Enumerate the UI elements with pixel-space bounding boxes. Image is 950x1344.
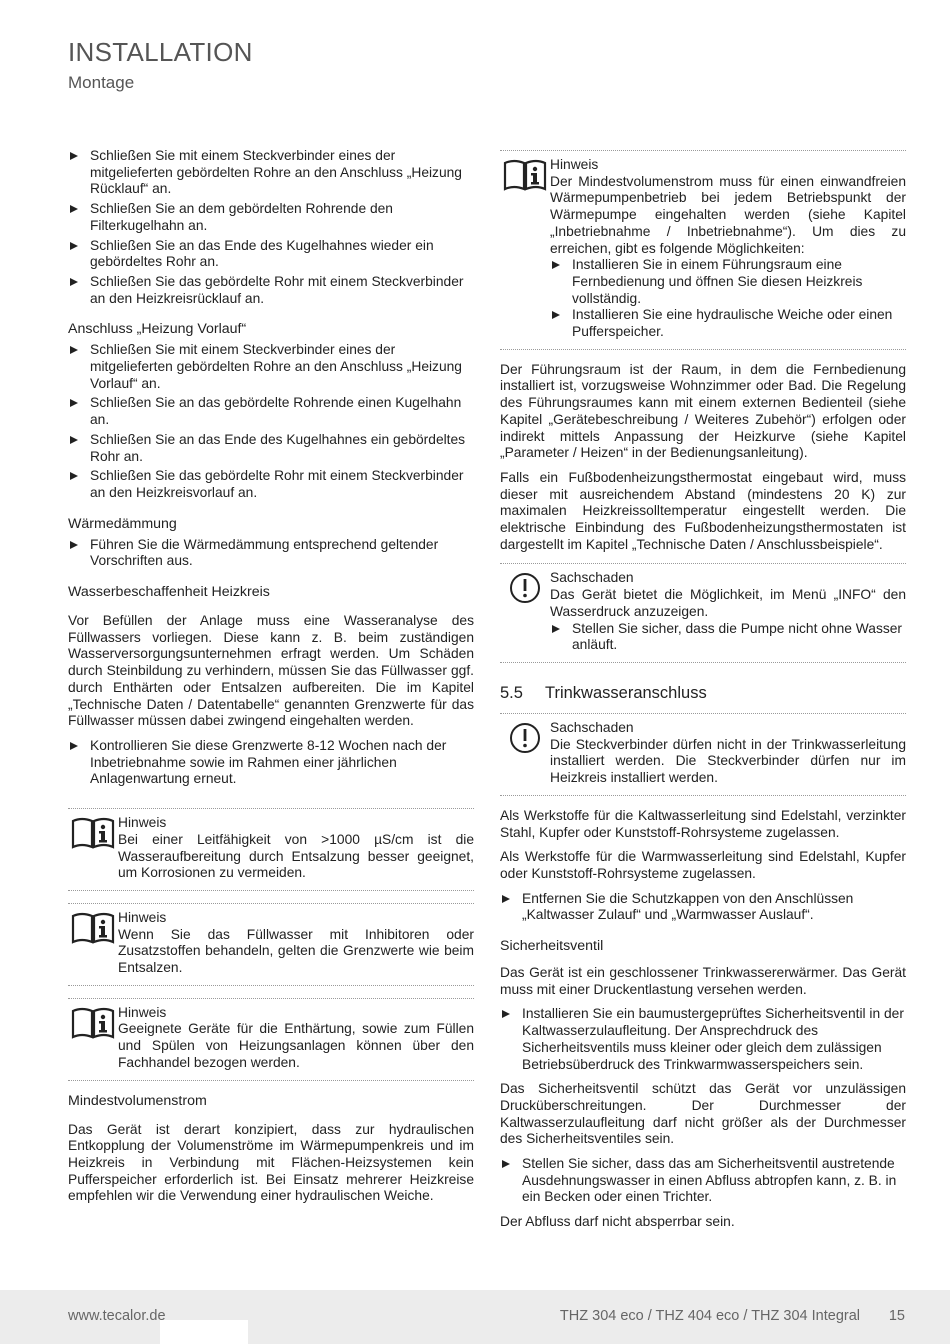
paragraph-warmwasser: Als Werkstoffe für die Warmwasserleitung sind Edelstahl, Kupfer oder Kunststoff-Rohrsysteme zugelassen.	[500, 849, 906, 881]
list-item: Schließen Sie an das Ende des Kugelhahnes wieder ein gebördeltes Rohr an.	[68, 238, 474, 271]
bullet-list-abfluss	[500, 1156, 906, 1206]
bullet-arrow-icon	[552, 625, 560, 633]
paragraph-kaltwasser: Als Werkstoffe für die Kaltwasserleitung sind Edelstahl, verzinkter Stahl, Kupfer oder Kunststoff-Rohrsysteme zugelassen.	[500, 807, 906, 840]
note-text: Wenn Sie das Füllwasser mit Inhibitoren oder Zusatzstoffen behandeln, gelten die Grenzwerte wie beim Entsalzen.	[118, 926, 474, 976]
page-subtitle: Montage	[68, 73, 135, 92]
paragraph-fuehrungsraum: Der Führungsraum ist der Raum, in dem die Fernbedienung installiert ist, vorzugsweise Wohnzimmer oder Bad. Die Regelung des Führungsraumes kann mit einem externen Bedienteil (siehe Kapitel „Gerätebeschreibung / Weiteres Zubehör“) erfolgen oder indirekt mittels Anpassung der Heizkurve (siehe Kapitel „Parameter / Heizen“ in der Bedienungsanleitung).	[500, 361, 906, 461]
bullet-arrow-icon	[70, 472, 78, 480]
section-number: 5.5	[500, 683, 523, 702]
note-text: Bei einer Leitfähigkeit von >1000 µS/cm ist die Wasseraufbereitung durch Entsalzung besser geeignet, um Korrosionen zu vermeiden.	[118, 831, 474, 881]
bullet-arrow-icon	[502, 1160, 510, 1168]
bullet-arrow-icon	[552, 311, 560, 319]
bullet-arrow-icon	[70, 278, 78, 286]
list-item: Führen Sie die Wärmedämmung entsprechend geltender Vorschriften aus.	[68, 537, 474, 570]
list-item: Schließen Sie mit einem Steckverbinder eines der mitgelieferten gebördelten Rohre an den Anschluss „Heizung Rücklauf“ an.	[68, 148, 474, 198]
page-footer	[0, 1290, 950, 1344]
bullet-arrow-icon	[552, 261, 560, 269]
note-text: Geeignete Geräte für die Enthärtung, sowie zum Füllen und Spülen von Heizungsanlagen können über den Fachhandel bezogen werden.	[118, 1021, 474, 1070]
warning-exclamation-icon	[503, 572, 547, 604]
warning-text: Die Steckverbinder dürfen nicht in der Trinkwasserleitung installiert werden. Die Steckverbinder dürfen nur im Heizkreis installiert werden.	[550, 736, 906, 786]
page-header	[68, 38, 253, 93]
heading-mindestvolumenstrom: Mindestvolumenstrom	[68, 1092, 207, 1109]
list-item: Installieren Sie eine hydraulische Weiche oder einen Pufferspeicher.	[550, 307, 906, 340]
manual-info-icon	[71, 912, 115, 944]
paragraph-fussbodenheizung: Falls ein Fußbodenheizungsthermostat eingebaut wird, muss dieser mit ausreichendem Abstand (mindestens 20 K) zur maximalen Heizkreissolltemperatur eingestellt werden. Die elektrische Einbindung des Fußbodenheizungsthermostaten ist dargestellt im Kapitel „Technische Daten / Anschlussbeispiele“.	[500, 469, 906, 552]
warning-box	[500, 563, 906, 663]
list-item: Schließen Sie das gebördelte Rohr mit einem Steckverbinder an den Heizkreisrücklauf an.	[68, 274, 474, 307]
note-box	[68, 808, 474, 891]
bullet-arrow-icon	[70, 205, 78, 213]
right-column	[500, 148, 906, 1239]
page-title: INSTALLATION	[68, 37, 253, 67]
heading-waermedaemmung: Wärmedämmung	[68, 515, 177, 532]
paragraph-abfluss: Der Abfluss darf nicht absperrbar sein.	[500, 1214, 735, 1230]
list-item: Stellen Sie sicher, dass das am Sicherheitsventil austretende Ausdehnungswasser in einen Abfluss abtropfen kann, z. B. in ein Becken oder einen Trichter.	[500, 1156, 906, 1206]
bullet-arrow-icon	[70, 346, 78, 354]
list-item: Schließen Sie an dem gebördelten Rohrende den Filterkugelhahn an.	[68, 201, 474, 234]
bullet-arrow-icon	[70, 742, 78, 750]
heading-wasserbeschaffenheit: Wasserbeschaffenheit Heizkreis	[68, 584, 270, 601]
warning-text: Das Gerät bietet die Möglichkeit, im Menü „INFO“ den Wasserdruck anzuzeigen.	[550, 587, 906, 619]
paragraph-wasserbeschaffenheit: Vor Befüllen der Anlage muss eine Wasseranalyse des Füllwassers vorliegen. Diese kann z. B. beim zuständigen Wasserversorgungsunternehmen erfragt werden. Um Schäden durch Steinbildung zu verhindern, müssen Sie das Füllwasser ggf. durch Enthärten oder Entsalzen aufbereiten. Die im Kapitel „Technische Daten / Datentabelle“ genannten Grenzwerte für das Füllwasser müssen dabei zwingend eingehalten werden.	[68, 613, 474, 729]
footer-url[interactable]: www.tecalor.de	[68, 1308, 166, 1324]
manual-info-icon	[71, 817, 115, 849]
note-bullet-list	[550, 257, 906, 341]
bullet-list-sicherheitsventil	[500, 1006, 906, 1073]
list-item: Kontrollieren Sie diese Grenzwerte 8-12 Wochen nach der Inbetriebnahme sowie im Rahmen einer jährlichen Anlagenwartung erneut.	[68, 738, 474, 788]
bullet-list-waermedaemmung	[68, 537, 474, 570]
list-item: Stellen Sie sicher, dass die Pumpe nicht ohne Wasser anläuft.	[550, 621, 906, 654]
paragraph-druckueberschreitung: Das Sicherheitsventil schützt das Gerät vor unzulässigen Drucküberschreitungen. Der Durchmesser der Kaltwasserzulaufleitung darf nicht größer als der Durchmesser des Sicherheitsventiles sein.	[500, 1081, 906, 1147]
bullet-arrow-icon	[70, 399, 78, 407]
footer-model: THZ 304 eco / THZ 404 eco / THZ 304 Integral	[559, 1308, 860, 1324]
page-number: 15	[888, 1308, 905, 1324]
bullet-arrow-icon	[502, 1010, 510, 1018]
list-item: Schließen Sie das gebördelte Rohr mit einem Steckverbinder an den Heizkreisvorlauf an.	[68, 468, 474, 501]
note-title: Hinweis	[118, 1004, 167, 1020]
left-column	[68, 148, 474, 1213]
heading-sicherheitsventil: Sicherheitsventil	[500, 938, 604, 955]
paragraph-mindestvolumenstrom: Das Gerät ist derart konzipiert, dass zur hydraulischen Entkopplung der Volumenströme im Wärmepumpenkreis und im Heizkreis in Verbindung mit Flächen-Heizsystemen kein Pufferspeicher erforderlich ist. Bei Einsatz mehrerer Heizkreise empfehlen wir die Verwendung einer hydraulischen Weiche.	[68, 1121, 474, 1204]
bullet-arrow-icon	[502, 895, 510, 903]
warning-title: Sachschaden	[550, 719, 634, 735]
warning-title: Sachschaden	[550, 570, 634, 586]
bullet-list-kontrolle	[68, 738, 474, 788]
bullet-list-ruecklauf	[68, 148, 474, 307]
bullet-arrow-icon	[70, 242, 78, 250]
footer-strip	[160, 1320, 248, 1344]
list-item: Schließen Sie mit einem Steckverbinder eines der mitgelieferten gebördelten Rohre an den Anschluss „Heizung Vorlauf“ an.	[68, 342, 474, 392]
warning-exclamation-icon	[503, 722, 547, 754]
warning-box	[500, 713, 906, 796]
paragraph-trinkwassererwaermer: Das Gerät ist ein geschlossener Trinkwassererwärmer. Das Gerät muss mit einer Druckentlastung versehen werden.	[500, 965, 906, 997]
list-item: Entfernen Sie die Schutzkappen von den Anschlüssen „Kaltwasser Zulauf“ und „Warmwasser Auslauf“.	[500, 891, 906, 924]
note-box	[68, 998, 474, 1081]
bullet-arrow-icon	[70, 152, 78, 160]
list-item: Installieren Sie ein baumustergeprüftes Sicherheitsventil in der Kaltwasserzulaufleitung. Der Ansprechdruck des Sicherheitsventils muss kleiner oder gleich dem zulässigen Betriebsüberdruck des Trinkwarmwasserspeichers sein.	[500, 1006, 906, 1073]
bullet-list-vorlauf	[68, 342, 474, 501]
note-title: Hinweis	[118, 815, 167, 831]
warning-bullet-list	[550, 621, 906, 654]
bullet-arrow-icon	[70, 541, 78, 549]
note-box	[68, 903, 474, 986]
note-title: Hinweis	[118, 909, 167, 925]
note-box	[500, 150, 906, 350]
bullet-list-schutzkappen	[500, 891, 906, 924]
list-item: Installieren Sie in einem Führungsraum eine Fernbedienung und öffnen Sie diesen Heizkreis vollständig.	[550, 257, 906, 307]
manual-info-icon	[71, 1007, 115, 1039]
note-text: Der Mindestvolumenstrom muss für einen einwandfreien Wärmepumpenbetrieb bei jedem Betriebspunkt der Wärmepumpe eingehalten werden (siehe Kapitel „Inbetriebnahme / Inbetriebnahme“). Um dies zu erreichen, gibt es folgende Möglichkeiten:	[550, 173, 906, 256]
section-heading	[500, 683, 906, 703]
list-item: Schließen Sie an das Ende des Kugelhahnes ein gebördeltes Rohr an.	[68, 432, 474, 465]
bullet-arrow-icon	[70, 436, 78, 444]
heading-vorlauf: Anschluss „Heizung Vorlauf“	[68, 321, 247, 338]
note-title: Hinweis	[550, 157, 599, 172]
list-item: Schließen Sie an das gebördelte Rohrende einen Kugelhahn an.	[68, 395, 474, 428]
manual-info-icon	[503, 159, 547, 191]
section-title: Trinkwasseranschluss	[545, 683, 707, 702]
